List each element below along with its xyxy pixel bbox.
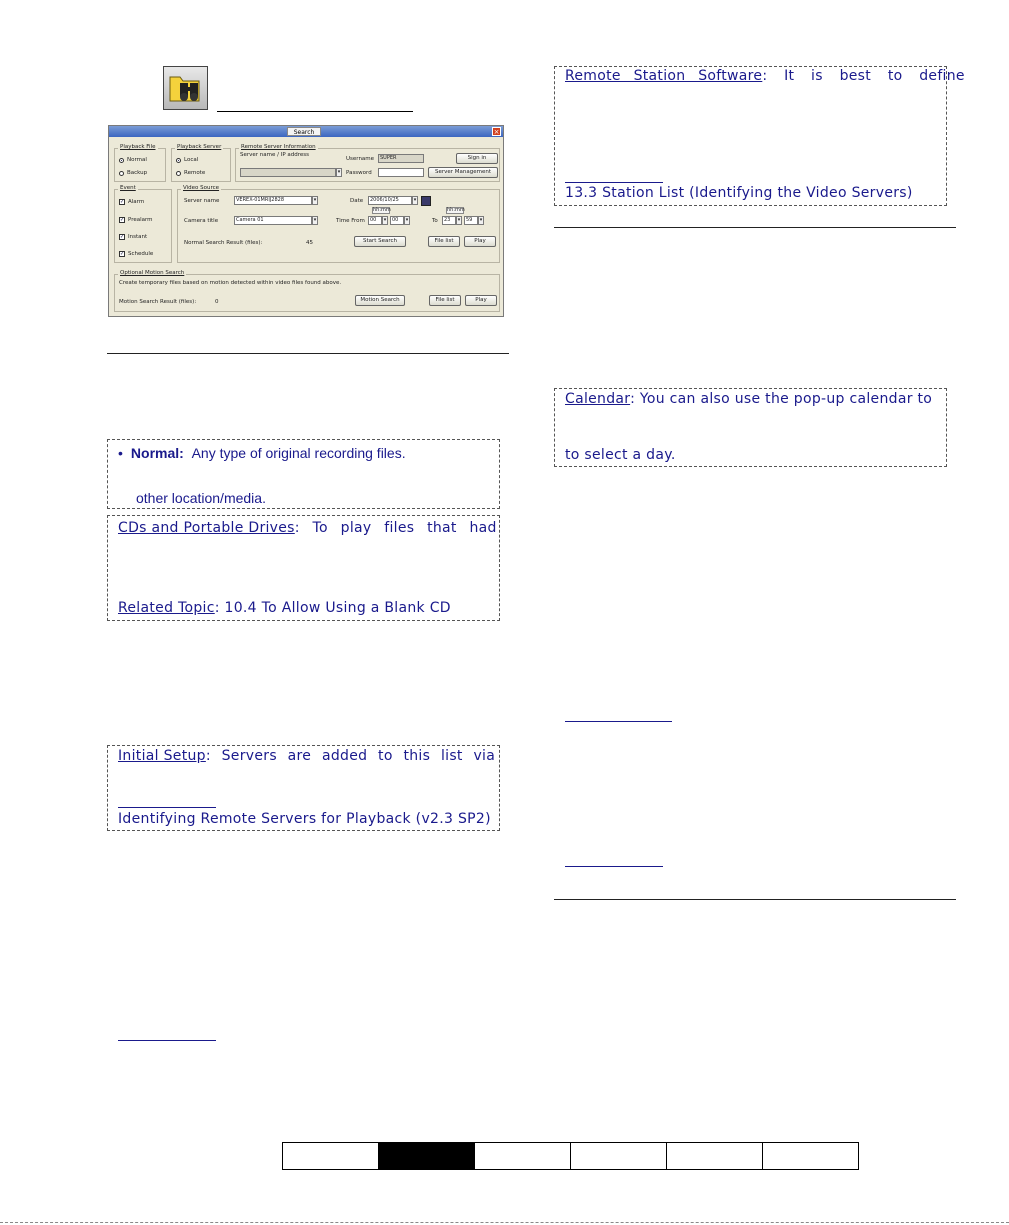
hhmm-label: hh:mm — [447, 207, 465, 213]
checkbox-label: Prealarm — [128, 217, 153, 223]
blank-link-underline — [565, 182, 663, 183]
footer-tab-active[interactable] — [378, 1143, 474, 1169]
checkbox-label: Instant — [128, 234, 148, 240]
checkbox-schedule[interactable]: ✓ — [120, 251, 125, 257]
normal-result-value: 45 — [306, 240, 313, 246]
checkbox-prealarm[interactable]: ✓ — [120, 217, 125, 223]
motion-search-group — [114, 270, 500, 312]
cds-term[interactable]: CDs and Portable Drives — [118, 520, 295, 536]
normal-term: Normal: — [130, 445, 184, 461]
sign-in-button[interactable]: Sign in — [456, 153, 498, 164]
camera-title-label: Camera title — [184, 218, 219, 224]
footer-tab[interactable] — [283, 1143, 378, 1169]
play-button[interactable]: Play — [465, 295, 497, 306]
normal-result-label: Normal Search Result (files): — [184, 240, 263, 246]
search-folder-icon — [163, 66, 208, 110]
server-name-select[interactable]: VEREX-01MRIJ2828 — [234, 196, 312, 205]
radio-label: Remote — [184, 170, 206, 176]
heading-rule — [217, 111, 413, 112]
dropdown-icon[interactable]: ▾ — [413, 197, 417, 203]
group-label: Playback File — [120, 144, 156, 150]
spin-icon[interactable]: ▾ — [479, 217, 483, 223]
motion-result-value: 0 — [215, 299, 219, 305]
remote-term[interactable]: Remote Station Software — [565, 68, 763, 84]
radio-label: Normal — [127, 157, 147, 163]
motion-description: Create temporary files based on motion detected within video files found above. — [119, 280, 342, 286]
normal-item — [118, 445, 406, 461]
section-rule — [554, 227, 956, 228]
close-icon[interactable]: × — [493, 128, 500, 136]
calendar-icon[interactable] — [421, 196, 431, 206]
password-field[interactable] — [378, 168, 424, 177]
group-label: Event — [120, 185, 136, 191]
playback-server-group — [171, 144, 231, 182]
checkbox-label: Alarm — [128, 199, 145, 205]
calendar-note-line — [565, 391, 932, 407]
page-bottom-edge — [0, 1222, 1009, 1223]
footer-tab[interactable] — [474, 1143, 570, 1169]
related-topic-text[interactable]: : 10.4 To Allow Using a Blank CD — [214, 600, 451, 616]
calendar-continuation: to select a day. — [565, 447, 676, 463]
remote-note-line — [565, 68, 965, 84]
to-hour-field[interactable]: 23 — [442, 216, 456, 225]
window-title: Search — [287, 127, 321, 136]
play-button[interactable]: Play — [464, 236, 496, 247]
bullet-icon: • — [118, 445, 123, 461]
dropdown-icon[interactable]: ▾ — [313, 197, 317, 203]
remote-text: : It is best to define — [762, 68, 965, 84]
username-field[interactable]: SUPER — [378, 154, 424, 163]
date-label: Date — [350, 198, 364, 204]
blank-link-underline — [118, 807, 216, 808]
cds-note-line — [118, 520, 497, 536]
password-label: Password — [346, 170, 372, 176]
setup-text: : Servers are added to this list via — [205, 748, 496, 764]
playback-file-group — [114, 144, 166, 182]
time-from-label: Time From — [336, 218, 365, 224]
dropdown-icon[interactable]: ▾ — [337, 169, 341, 175]
radio-remote[interactable] — [176, 171, 181, 176]
from-minute-field[interactable]: 00 — [390, 216, 404, 225]
radio-label: Backup — [127, 170, 148, 176]
spin-icon[interactable]: ▾ — [383, 217, 387, 223]
date-field[interactable]: 2006/10/25 — [368, 196, 412, 205]
footer-tab[interactable] — [570, 1143, 666, 1169]
normal-text: Any type of original recording files. — [191, 445, 406, 461]
blank-link-underline — [118, 1040, 216, 1041]
hhmm-label: hh:mm — [373, 207, 391, 213]
section-rule — [554, 899, 956, 900]
spin-icon[interactable]: ▾ — [457, 217, 461, 223]
calendar-text: : You can also use the pop-up calendar to — [630, 391, 933, 407]
server-label: Server name / IP address — [240, 152, 310, 158]
from-hour-field[interactable]: 00 — [368, 216, 382, 225]
group-label: Optional Motion Search — [120, 270, 185, 276]
section-rule — [107, 353, 509, 354]
footer-tab-bar — [282, 1142, 859, 1170]
file-list-button[interactable]: File list — [429, 295, 461, 306]
cds-text: : To play files that had — [294, 520, 497, 536]
server-management-button[interactable]: Server Management — [428, 167, 498, 178]
remote-server-group — [235, 144, 500, 182]
normal-continuation: other location/media. — [136, 490, 266, 506]
setup-note-line — [118, 748, 495, 764]
radio-label: Local — [184, 157, 199, 163]
camera-title-select[interactable]: Camera 01 — [234, 216, 312, 225]
setup-link[interactable]: Identifying Remote Servers for Playback (v2.3 SP2) — [118, 811, 491, 827]
video-source-group — [177, 185, 500, 263]
start-search-button[interactable]: Start Search — [354, 236, 406, 247]
motion-result-label: Motion Search Result (files): — [119, 299, 197, 305]
checkbox-alarm[interactable]: ✓ — [120, 199, 125, 205]
station-list-link[interactable]: 13.3 Station List (Identifying the Video Servers) — [565, 185, 913, 201]
group-label: Playback Server — [177, 144, 222, 150]
blank-link-underline — [565, 866, 663, 867]
related-topic-line — [118, 600, 451, 616]
to-minute-field[interactable]: 59 — [464, 216, 478, 225]
calendar-term[interactable]: Calendar — [565, 391, 631, 407]
footer-tab[interactable] — [666, 1143, 762, 1169]
checkbox-instant[interactable]: ✓ — [120, 234, 125, 240]
event-group — [114, 185, 172, 263]
file-list-button[interactable]: File list — [428, 236, 460, 247]
spin-icon[interactable]: ▾ — [405, 217, 409, 223]
motion-search-button[interactable]: Motion Search — [355, 295, 405, 306]
group-label: Video Source — [183, 185, 220, 191]
remote-server-input[interactable] — [240, 168, 336, 177]
footer-tab[interactable] — [762, 1143, 858, 1169]
dropdown-icon[interactable]: ▾ — [313, 217, 317, 223]
blank-link-underline — [565, 721, 672, 722]
related-topic-label[interactable]: Related Topic — [118, 600, 215, 616]
server-name-label: Server name — [184, 198, 220, 204]
to-label: To — [432, 218, 438, 224]
radio-local[interactable] — [176, 158, 181, 163]
search-window — [108, 125, 504, 317]
radio-backup[interactable] — [119, 171, 124, 176]
checkbox-label: Schedule — [128, 251, 154, 257]
setup-term[interactable]: Initial Setup — [118, 748, 206, 764]
radio-normal[interactable] — [119, 158, 124, 163]
group-label: Remote Server Information — [241, 144, 316, 150]
username-label: Username — [346, 156, 375, 162]
